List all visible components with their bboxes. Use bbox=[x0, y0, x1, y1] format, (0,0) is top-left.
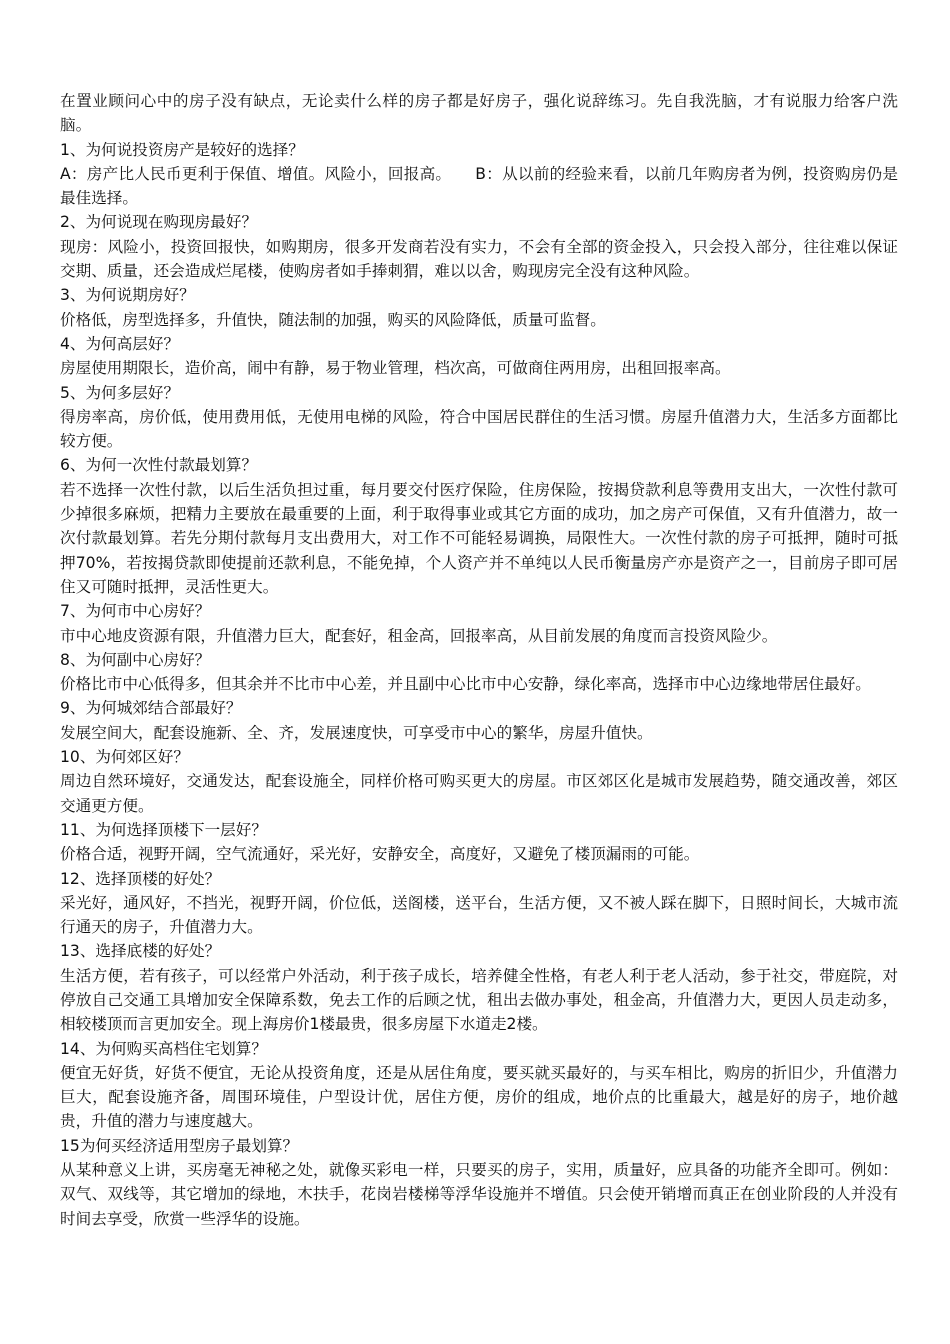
question-8: 8、为何副中心房好？ bbox=[60, 650, 211, 669]
answer-13: 生活方便，若有孩子，可以经常户外活动，利于孩子成长，培养健全性格，有老人利于老人活动，参于社交，带庭院，对停放自己交通工具增加安全保障系数，免去工作的后顾之忧，租出去做办事处，租金高，升值潜力大，更因人员走动多，相较楼顶而言更加安全。现上海房价1楼最贵，很多房屋下水道走2楼。 bbox=[60, 966, 898, 1034]
intro-paragraph: 在置业顾问心中的房子没有缺点，无论卖什么样的房子都是好房子，强化说辞练习。先自我洗脑，才有说服力给客户洗脑。 bbox=[60, 92, 898, 135]
answer-8: 价格比市中心低得多，但其余并不比市中心差，并且副中心比市中心安静，绿化率高，选择市中心边缘地带居住最好。 bbox=[60, 675, 871, 694]
question-2: 2、为何说现在购现房最好？ bbox=[60, 213, 258, 232]
question-7: 7、为何市中心房好？ bbox=[60, 602, 211, 621]
answer-1-part-b: B：从以前的经验来看，以前几年购房者为例，投资购房仍是最佳选择。 bbox=[60, 164, 898, 208]
answer-7: 市中心地皮资源有限，升值潜力巨大，配套好，租金高，回报率高，从目前发展的角度而言投资风险少。 bbox=[60, 626, 778, 645]
question-11: 11、为何选择顶楼下一层好？ bbox=[60, 820, 267, 839]
question-6: 6、为何一次性付款最划算？ bbox=[60, 456, 258, 475]
answer-1-part-a: A：房产比人民币更利于保值、增值。风险小，回报高。 bbox=[60, 164, 452, 183]
answer-1 bbox=[60, 162, 898, 211]
answer-11: 价格合适，视野开阔，空气流通好，采光好，安静安全，高度好，又避免了楼顶漏雨的可能。 bbox=[60, 845, 700, 864]
document-body bbox=[60, 89, 898, 1231]
question-10: 10、为何郊区好？ bbox=[60, 748, 189, 767]
answer-9: 发展空间大，配套设施新、全、齐，发展速度快，可享受市中心的繁华，房屋升值快。 bbox=[60, 723, 653, 742]
question-14: 14、为何购买高档住宅划算？ bbox=[60, 1039, 267, 1058]
question-3: 3、为何说期房好？ bbox=[60, 286, 195, 305]
answer-3: 价格低，房型选择多，升值快，随法制的加强，购买的风险降低，质量可监督。 bbox=[60, 310, 606, 329]
question-9: 9、为何城郊结合部最好？ bbox=[60, 699, 242, 718]
question-13: 13、选择底楼的好处？ bbox=[60, 942, 221, 961]
question-4: 4、为何高层好？ bbox=[60, 334, 180, 353]
answer-6: 若不选择一次性付款，以后生活负担过重，每月要交付医疗保险，住房保险，按揭贷款利息等费用支出大，一次性付款可少掉很多麻烦，把精力主要放在最重要的上面，利于取得事业或其它方面的成功，加之房产可保值，又有升值潜力，故一次付款最划算。若先分期付款每月支出费用大，对工作不可能轻易调换，局限性大。一次性付款的房子可抵押，随时可抵押70%，若按揭贷款即使提前还款利息，不能免掉，个人资产并不单纯以人民币衡量房产亦是资产之一，目前房子即可居住又可随时抵押，灵活性更大。 bbox=[60, 480, 898, 596]
answer-14: 便宜无好货，好货不便宜，无论从投资角度，还是从居住角度，要买就买最好的，与买车相比，购房的折旧少，升值潜力巨大，配套设施齐备，周围环境佳，户型设计优，居住方便，房价的组成，地价点的比重最大，越是好的房子，地价越贵，升值的潜力与速度越大。 bbox=[60, 1063, 898, 1131]
answer-10: 周边自然环境好，交通发达，配套设施全，同样价格可购买更大的房屋。市区郊区化是城市发展趋势，随交通改善，郊区交通更方便。 bbox=[60, 772, 898, 815]
answer-2: 现房：风险小，投资回报快，如购期房，很多开发商若没有实力，不会有全部的资金投入，只会投入部分，往往难以保证交期、质量，还会造成烂尾楼，使购房者如手捧刺猬，难以以舍，购现房完全没有这种风险。 bbox=[60, 237, 898, 281]
question-12: 12、选择顶楼的好处？ bbox=[60, 869, 221, 888]
answer-4: 房屋使用期限长，造价高，闹中有静，易于物业管理，档次高，可做商住两用房，出租回报率高。 bbox=[60, 359, 731, 378]
question-1: 1、为何说投资房产是较好的选择？ bbox=[60, 140, 304, 159]
answer-12: 采光好，通风好，不挡光，视野开阔，价位低，送阁楼，送平台，生活方便，又不被人踩在脚下，日照时间长，大城市流行通天的房子，升值潜力大。 bbox=[60, 893, 898, 937]
answer-15: 从某种意义上讲，买房毫无神秘之处，就像买彩电一样，只要买的房子，实用，质量好，应具备的功能齐全即可。例如：双气、双线等，其它增加的绿地，木扶手，花岗岩楼梯等浮华设施并不增值。只会使开销增而真正在创业阶段的人并没有时间去享受，欣赏一些浮华的设施。 bbox=[60, 1161, 898, 1228]
question-15: 15为何买经济适用型房子最划算？ bbox=[60, 1136, 299, 1155]
answer-5: 得房率高，房价低，使用费用低，无使用电梯的风险，符合中国居民群住的生活习惯。房屋升值潜力大，生活多方面都比较方便。 bbox=[60, 407, 898, 451]
question-5: 5、为何多层好？ bbox=[60, 383, 180, 402]
